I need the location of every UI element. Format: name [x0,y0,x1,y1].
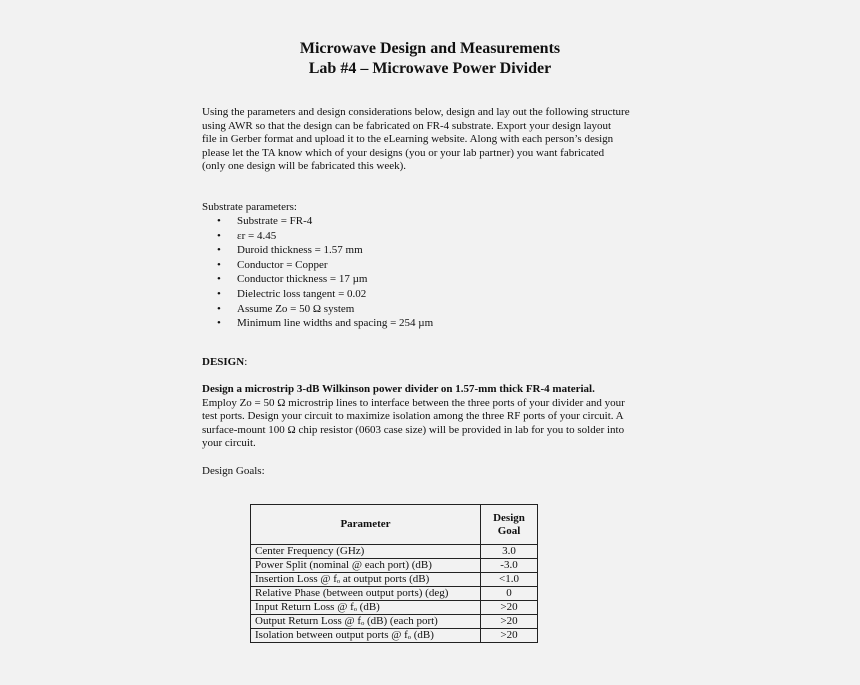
list-item: • Minimum line widths and spacing = 254 µm [202,316,433,331]
design-goals-table [250,504,538,643]
table-row [251,615,538,629]
list-item: • Conductor thickness = 17 µm [202,272,433,287]
design-heading [202,355,247,369]
table-row [251,601,538,615]
param-cell: Relative Phase (between output ports) (deg) [251,587,481,601]
table-row [251,629,538,643]
design-line: your circuit. [202,437,256,450]
table-row [251,545,538,559]
goal-cell: <1.0 [481,573,538,587]
substrate-heading: Substrate parameters: [202,201,297,213]
param-cell: Center Frequency (GHz) [251,545,481,559]
document-subtitle: Lab #4 – Microwave Power Divider [308,60,552,77]
list-item: • Conductor = Copper [202,258,433,273]
list-item: • Substrate = FR-4 [202,214,433,229]
goal-cell: >20 [481,615,538,629]
design-line: surface-mount 100 Ω chip resistor (0603 case size) will be provided in lab for you to solder into [202,423,625,436]
list-item: • εr = 4.45 [202,229,433,244]
design-bold-text: Design a microstrip 3-dB Wilkinson power divider on 1.57-mm thick FR-4 material. [202,383,595,395]
param-cell: Power Split (nominal @ each port) (dB) [251,559,481,573]
design-paragraph [202,383,672,451]
param-cell: Input Return Loss @ fₒ (dB) [251,601,481,615]
design-line: Employ Zo = 50 Ω microstrip lines to interface between the three ports of your divider and your [202,396,625,409]
intro-line: please let the TA know which of your designs (you or your lab partner) you want fabricated [202,146,605,159]
table-row [251,559,538,573]
table-row [251,587,538,601]
param-cell: Isolation between output ports @ fₒ (dB) [251,629,481,643]
table-row [251,573,538,587]
header-goal-line2: Goal [497,524,521,537]
intro-line: Using the parameters and design considerations below, design and lay out the following structure [202,106,630,118]
design-label: DESIGN [202,356,245,368]
header-parameter: Parameter [251,505,481,545]
goal-cell: >20 [481,601,538,615]
table-header-row [251,505,538,545]
list-item: • Dielectric loss tangent = 0.02 [202,287,433,302]
list-item: • Duroid thickness = 1.57 mm [202,243,433,258]
goal-cell: 3.0 [481,545,538,559]
substrate-list [202,214,433,331]
goal-cell: >20 [481,629,538,643]
design-colon: : [244,356,248,368]
intro-line: using AWR so that the design can be fabricated on FR-4 substrate. Export your design layout [202,119,612,132]
intro-paragraph [202,106,672,174]
header-design-goal [481,505,538,545]
param-cell: Output Return Loss @ fₒ (dB) (each port) [251,615,481,629]
list-item: • Assume Zo = 50 Ω system [202,302,433,317]
goal-cell: 0 [481,587,538,601]
intro-line: file in Gerber format and upload it to the eLearning website. Along with each person’s design [202,133,614,146]
goals-heading: Design Goals: [202,465,265,477]
intro-line: (only one design will be fabricated this week). [202,160,407,173]
header-goal-line1: Design [493,511,525,524]
design-bold-line [202,383,672,397]
design-line: test ports. Design your circuit to maximize isolation among the three RF ports of your circuit. A [202,410,624,423]
param-cell: Insertion Loss @ fₒ at output ports (dB) [251,573,481,587]
document-title: Microwave Design and Measurements [299,40,561,57]
goal-cell: -3.0 [481,559,538,573]
